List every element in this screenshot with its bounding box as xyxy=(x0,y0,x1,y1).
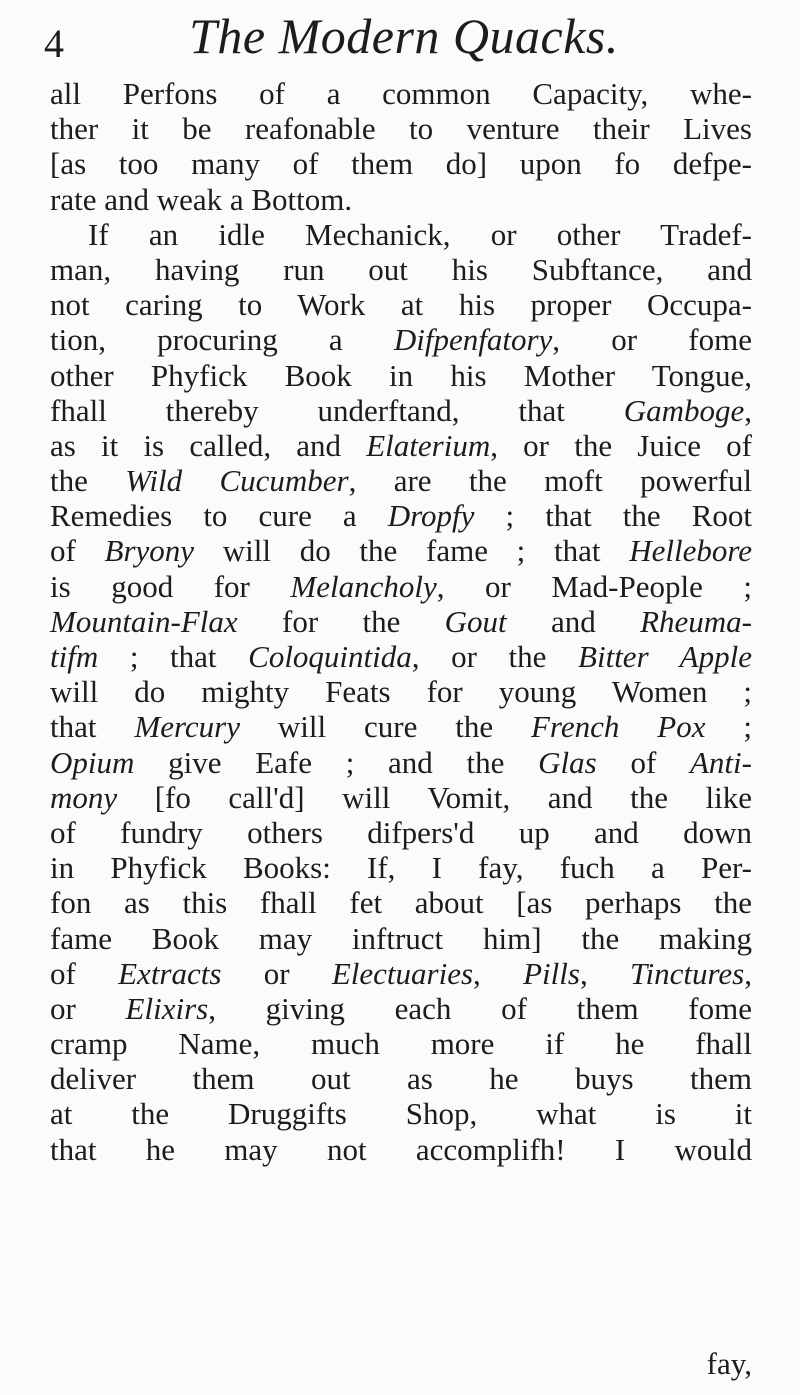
text-run: [fo call'd] will Vomit, and the like xyxy=(117,779,752,815)
text-run: that he may not accomplifh! I would xyxy=(50,1131,752,1167)
text-run: for the xyxy=(237,603,445,639)
text-run: , or Mad-People ; xyxy=(436,568,752,604)
text-line xyxy=(50,674,752,709)
text-run: will cure the xyxy=(239,709,531,745)
text-run: rate and weak a Bottom. xyxy=(50,181,353,217)
text-run: will do mighty Feats for young Women ; xyxy=(50,674,752,710)
italic-term: Rheuma- xyxy=(640,603,752,639)
italic-term: French Pox xyxy=(531,709,706,745)
running-head: The Modern Quacks. xyxy=(189,8,619,64)
italic-term: Tinctures xyxy=(629,955,745,991)
text-run: of xyxy=(50,533,105,569)
italic-term: Wild Cucumber xyxy=(125,463,349,499)
text-run: Remedies to cure a xyxy=(50,498,388,534)
text-line xyxy=(50,709,752,744)
italic-term: Elixirs xyxy=(125,990,209,1026)
text-run: in Phyfick Books: If, I fay, fuch a Per- xyxy=(50,850,752,886)
text-line xyxy=(50,639,752,674)
text-run: , xyxy=(744,392,752,428)
italic-term: Elaterium xyxy=(366,427,491,463)
italic-term: Bitter Apple xyxy=(578,639,752,674)
italic-term: Opium xyxy=(50,744,135,780)
text-run: , or the xyxy=(411,639,579,674)
text-run: [as too many of them do] upon fo defpe- xyxy=(50,146,752,182)
italic-term: Hellebore xyxy=(629,533,753,569)
text-run: give Eafe ; and the xyxy=(134,744,539,780)
text-run: of fundry others difpers'd up and down xyxy=(50,814,752,850)
text-line xyxy=(50,850,752,885)
italic-term: Glas xyxy=(538,744,597,780)
text-line xyxy=(50,322,752,357)
text-run: will do the fame ; that xyxy=(194,533,630,569)
text-run: , are the moft powerful xyxy=(348,463,752,499)
text-run: deliver them out as he buys them xyxy=(50,1061,752,1097)
text-run: of xyxy=(50,955,119,991)
text-line xyxy=(50,463,752,498)
text-run: the xyxy=(50,463,126,499)
text-run: fame Book may inftruct him] the making xyxy=(50,920,752,956)
text-run: ther it be reafonable to venture their Lives xyxy=(50,111,752,147)
text-run: , xyxy=(473,955,524,991)
italic-term: Melancholy xyxy=(290,568,437,604)
italic-term: Extracts xyxy=(118,955,222,991)
text-line xyxy=(50,569,752,604)
text-line xyxy=(50,182,752,217)
text-run: fon as this fhall fet about [as perhaps the xyxy=(50,885,752,921)
text-run: and xyxy=(506,603,641,639)
text-line xyxy=(50,956,752,991)
italic-term: Gout xyxy=(444,603,507,639)
text-run: other Phyfick Book in his Mother Tongue, xyxy=(50,357,752,393)
text-run: If an idle Mechanick, or other Tradef- xyxy=(88,216,752,252)
text-line xyxy=(50,815,752,850)
italic-term: Electuaries xyxy=(331,955,474,991)
italic-term: tifm xyxy=(50,639,99,674)
text-run: , or the Juice of xyxy=(490,427,752,463)
text-line xyxy=(50,252,752,287)
italic-term: Pills xyxy=(523,955,580,991)
text-line xyxy=(50,498,752,533)
text-line xyxy=(50,921,752,956)
italic-term: mony xyxy=(50,779,118,815)
text-run: , giving each of them fome xyxy=(208,990,752,1026)
text-line xyxy=(50,111,752,146)
text-run: that xyxy=(50,709,135,745)
italic-term: Anti- xyxy=(690,744,752,780)
body-text xyxy=(50,76,752,1167)
text-line xyxy=(50,604,752,639)
text-run: ; that the Root xyxy=(474,498,752,534)
text-run: is good for xyxy=(50,568,291,604)
text-line xyxy=(50,146,752,181)
text-line xyxy=(50,1061,752,1096)
text-line xyxy=(50,1132,752,1167)
text-line xyxy=(50,393,752,428)
text-line xyxy=(50,991,752,1026)
text-line xyxy=(50,76,752,111)
text-run: , or fome xyxy=(552,322,752,358)
text-run: tion, procuring a xyxy=(50,322,394,358)
text-run: cramp Name, much more if he fhall xyxy=(50,1026,752,1062)
text-run: ; that xyxy=(98,639,249,674)
text-line xyxy=(50,358,752,393)
text-run: or xyxy=(50,990,126,1026)
text-line xyxy=(50,428,752,463)
text-line xyxy=(50,287,752,322)
text-run: fhall thereby underftand, that xyxy=(50,392,624,428)
text-run: , xyxy=(744,955,752,991)
text-run: ; xyxy=(705,709,752,745)
italic-term: Difpenfatory xyxy=(393,322,553,358)
text-line xyxy=(50,780,752,815)
text-line xyxy=(50,217,752,252)
italic-term: Mountain-Flax xyxy=(50,603,238,639)
italic-term: Mercury xyxy=(134,709,240,745)
page-header xyxy=(44,6,764,78)
catchword: fay, xyxy=(706,1346,752,1381)
text-line xyxy=(50,1096,752,1131)
text-run: as it is called, and xyxy=(50,427,367,463)
text-run: all Perfons of a common Capacity, whe- xyxy=(50,76,752,111)
text-run: , xyxy=(579,955,630,991)
text-run: of xyxy=(596,744,690,780)
text-line xyxy=(50,885,752,920)
text-run: at the Druggifts Shop, what is it xyxy=(50,1096,752,1132)
page-number: 4 xyxy=(44,21,64,66)
italic-term: Gamboge xyxy=(623,392,745,428)
text-line xyxy=(50,745,752,780)
text-run: man, having run out his Subftance, and xyxy=(50,251,752,287)
text-line xyxy=(50,1026,752,1061)
italic-term: Bryony xyxy=(104,533,195,569)
text-line xyxy=(50,533,752,568)
text-run: or xyxy=(221,955,332,991)
italic-term: Coloquintida xyxy=(248,639,412,674)
text-run: not caring to Work at his proper Occupa- xyxy=(50,287,752,323)
italic-term: Dropfy xyxy=(387,498,475,534)
